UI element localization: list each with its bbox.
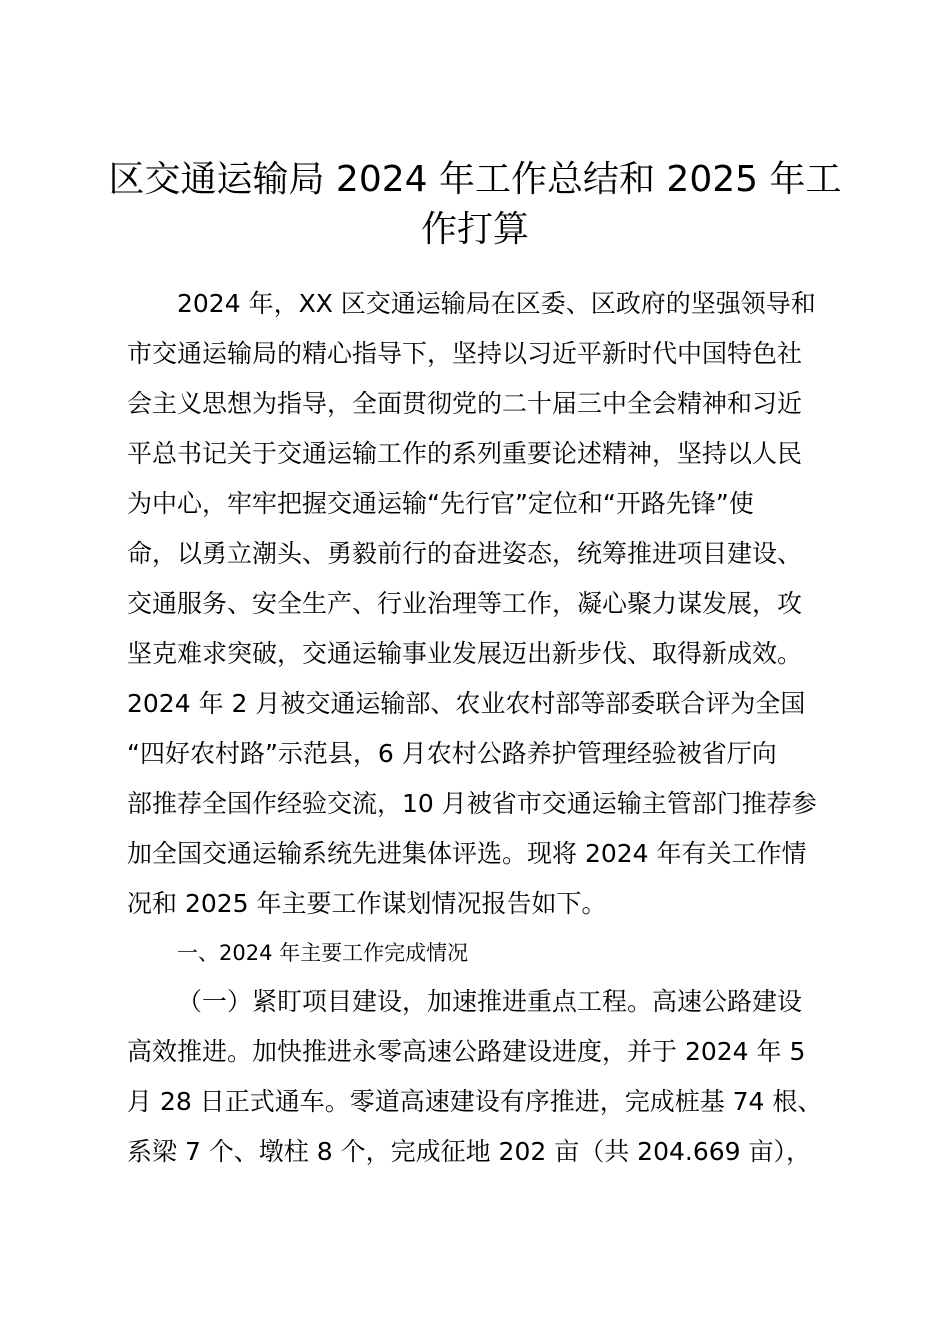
document-title-line-1: 区交通运输局 2024 年工作总结和 2025 年工: [108, 159, 842, 200]
intro-paragraph-line: 2024 年，XX 区交通运输局在区委、区政府的坚强领导和: [177, 289, 816, 318]
subsection-paragraph-line: 高效推进。加快推进永零高速公路建设进度，并于 2024 年 5: [127, 1037, 806, 1066]
subsection-paragraph-line: （一）紧盯项目建设，加速推进重点工程。高速公路建设: [177, 987, 803, 1016]
intro-paragraph-line: 坚克难求突破，交通运输事业发展迈出新步伐、取得新成效。: [127, 639, 803, 668]
section-heading: 一、2024 年主要工作完成情况: [177, 941, 469, 965]
intro-paragraph-line: 为中心，牢牢把握交通运输“先行官”定位和“开路先锋”使: [127, 489, 754, 518]
subsection-paragraph-line: 系梁 7 个、墩柱 8 个，完成征地 202 亩（共 204.669 亩），: [127, 1137, 811, 1166]
intro-paragraph-line: 交通服务、安全生产、行业治理等工作，凝心聚力谋发展，攻: [127, 589, 803, 618]
subsection-paragraph-line: 月 28 日正式通车。零道高速建设有序推进，完成桩基 74 根、: [127, 1087, 823, 1116]
intro-paragraph-line: 2024 年 2 月被交通运输部、农业农村部等部委联合评为全国: [127, 689, 806, 718]
intro-paragraph-line: 会主义思想为指导，全面贯彻党的二十届三中全会精神和习近: [127, 389, 803, 418]
intro-paragraph-line: 部推荐全国作经验交流，10 月被省市交通运输主管部门推荐参: [127, 789, 817, 818]
intro-paragraph-line: 加全国交通运输系统先进集体评选。现将 2024 年有关工作情: [127, 839, 807, 868]
intro-paragraph-line: 命，以勇立潮头、勇毅前行的奋进姿态，统筹推进项目建设、: [127, 539, 803, 568]
intro-paragraph-line: 平总书记关于交通运输工作的系列重要论述精神，坚持以人民: [127, 439, 803, 468]
intro-paragraph-line: “四好农村路”示范县，6 月农村公路养护管理经验被省厅向: [127, 739, 777, 768]
intro-paragraph-line: 况和 2025 年主要工作谋划情况报告如下。: [127, 889, 607, 918]
intro-paragraph-line: 市交通运输局的精心指导下，坚持以习近平新时代中国特色社: [127, 339, 803, 368]
document-title-line-2: 作打算: [420, 209, 529, 250]
